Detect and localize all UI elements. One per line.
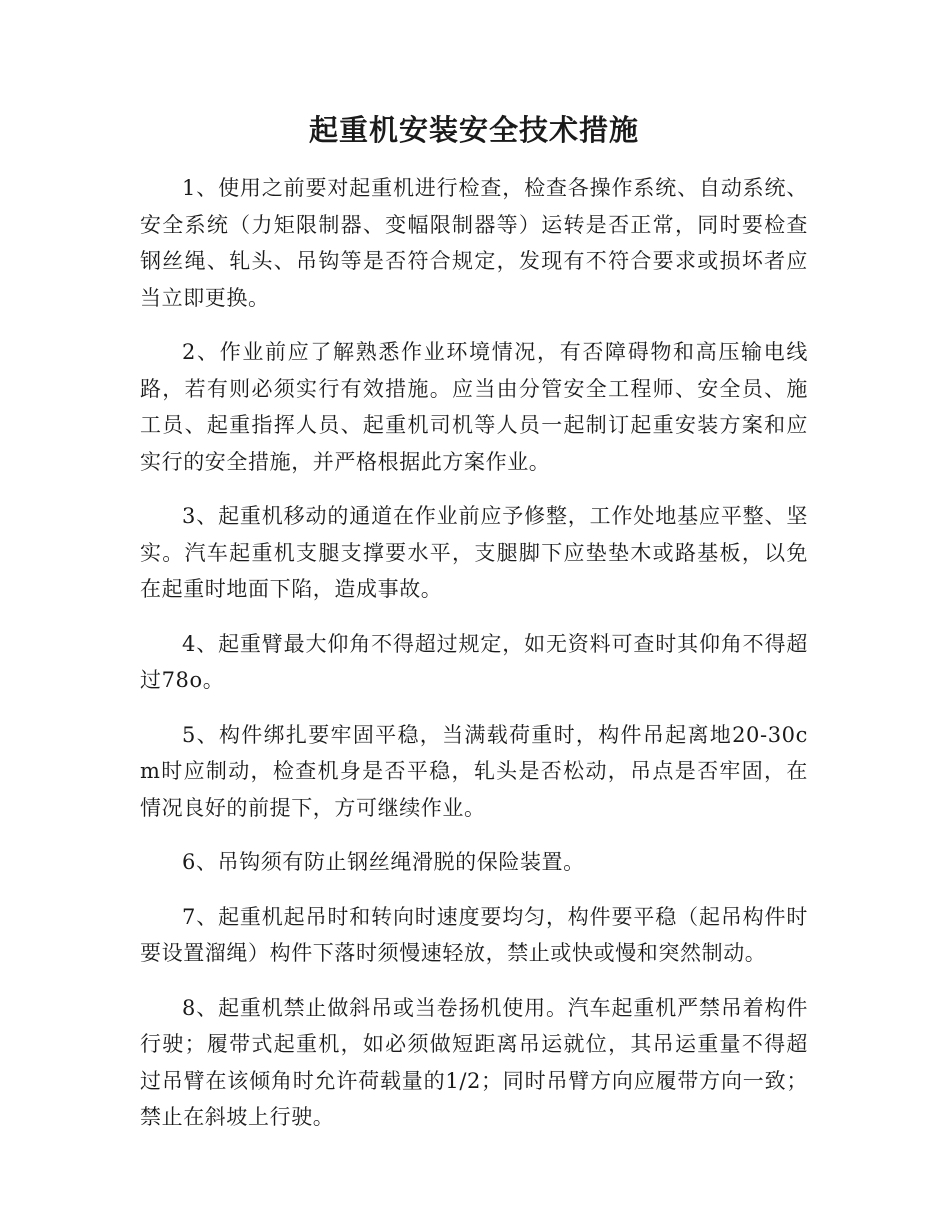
paragraph-2: 2、作业前应了解熟悉作业环境情况，有否障碍物和高压输电线路，若有则必须实行有效措施。应当由分管安全工程师、安全员、施工员、起重指挥人员、起重机司机等人员一起制订起重安装方案和应实行的安全措施，并严格根据此方案作业。 [140, 340, 808, 474]
paragraph-5: 5、构件绑扎要牢固平稳，当满载荷重时，构件吊起离地20-30cm时应制动，检查机身是否平稳，轧头是否松动，吊点是否牢固，在情况良好的前提下，方可继续作业。 [140, 722, 808, 820]
document-page [140, 108, 808, 1154]
paragraph-8: 8、起重机禁止做斜吊或当卷扬机使用。汽车起重机严禁吊着构件行驶；履带式起重机，如必须做短距离吊运就位，其吊运重量不得超过吊臂在该倾角时允许荷载量的1/2；同时吊臂方向应履带方向一致；禁止在斜坡上行驶。 [140, 995, 808, 1129]
paragraph-6: 6、吊钩须有防止钢丝绳滑脱的保险装置。 [182, 850, 585, 874]
paragraph-1: 1、使用之前要对起重机进行检查，检查各操作系统、自动系统、安全系统（力矩限制器、变幅限制器等）运转是否正常，同时要检查钢丝绳、轧头、吊钩等是否符合规定，发现有不符合要求或损坏者应当立即更换。 [140, 176, 808, 310]
paragraph-3: 3、起重机移动的通道在作业前应予修整，工作处地基应平整、坚实。汽车起重机支腿支撑要水平，支腿脚下应垫垫木或路基板，以免在起重时地面下陷，造成事故。 [140, 504, 808, 601]
paragraph-4: 4、起重臂最大仰角不得超过规定，如无资料可查时其仰角不得超过78o。 [140, 631, 808, 692]
document-title: 起重机安装安全技术措施 [308, 113, 639, 147]
paragraph-7: 7、起重机起吊时和转向时速度要均匀，构件要平稳（起吊构件时要设置溜绳）构件下落时须慢速轻放，禁止或快或慢和突然制动。 [140, 904, 808, 965]
